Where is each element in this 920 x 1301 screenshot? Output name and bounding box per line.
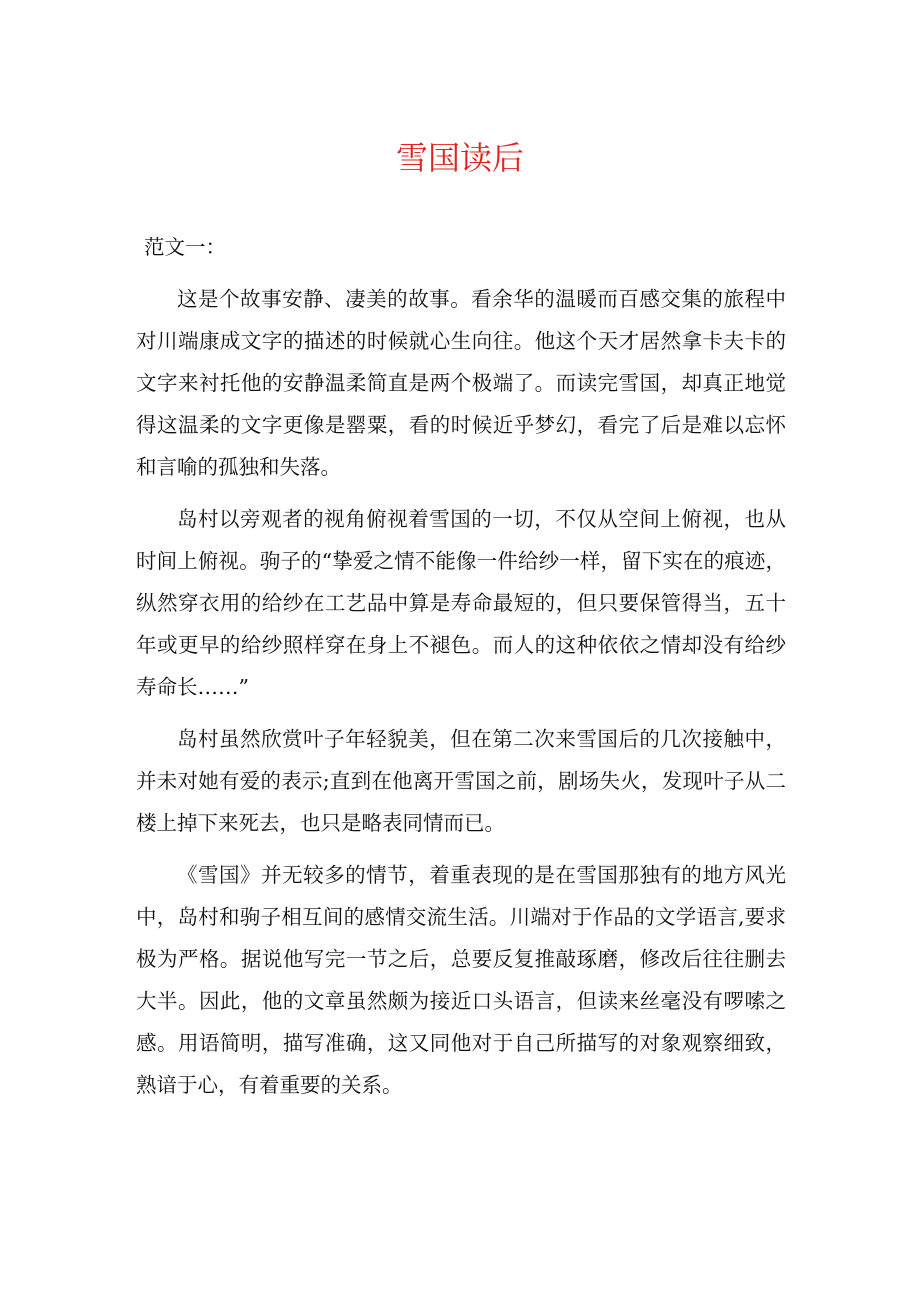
document-body (136, 226, 786, 1106)
paragraph-3: 岛村虽然欣赏叶子年轻貌美，但在第二次来雪国后的几次接触中，并未对她有爱的表示;直到在他离开雪国之前，剧场失火，发现叶子从二楼上掉下来死去，也只是略表同情而已。 (136, 727, 786, 835)
paragraph-2: 岛村以旁观者的视角俯视着雪国的一切，不仅从空间上俯视，也从时间上俯视。驹子的“挚爱之情不能像一件给纱一样，留下实在的痕迹，纵然穿衣用的给纱在工艺品中算是寿命最短的，但只要保管得当，五十年或更早的给纱照样穿在身上不褪色。而人的这种依依之情却没有给纱寿命长……” (136, 507, 786, 699)
section-label: 范文一： (144, 235, 226, 259)
document-title: 雪国读后 (395, 139, 524, 177)
paragraph-1: 这是个故事安静、凄美的故事。看余华的温暖而百感交集的旅程中对川端康成文字的描述的时候就心生向往。他这个天才居然拿卡夫卡的文字来衬托他的安静温柔简直是两个极端了。而读完雪国，却真正地觉得这温柔的文字更像是罂粟，看的时候近乎梦幻，看完了后是难以忘怀和言喻的孤独和失落。 (136, 287, 786, 479)
paragraph-4: 《雪国》并无较多的情节，着重表现的是在雪国那独有的地方风光中，岛村和驹子相互间的感情交流生活。川端对于作品的文学语言,要求极为严格。据说他写完一节之后，总要反复推敲琢磨，修改后往往删去大半。因此，他的文章虽然颇为接近口头语言，但读来丝毫没有啰嗦之感。用语简明，描写准确，这又同他对于自己所描写的对象观察细致，熟谙于心，有着重要的关系。 (136, 863, 786, 1097)
